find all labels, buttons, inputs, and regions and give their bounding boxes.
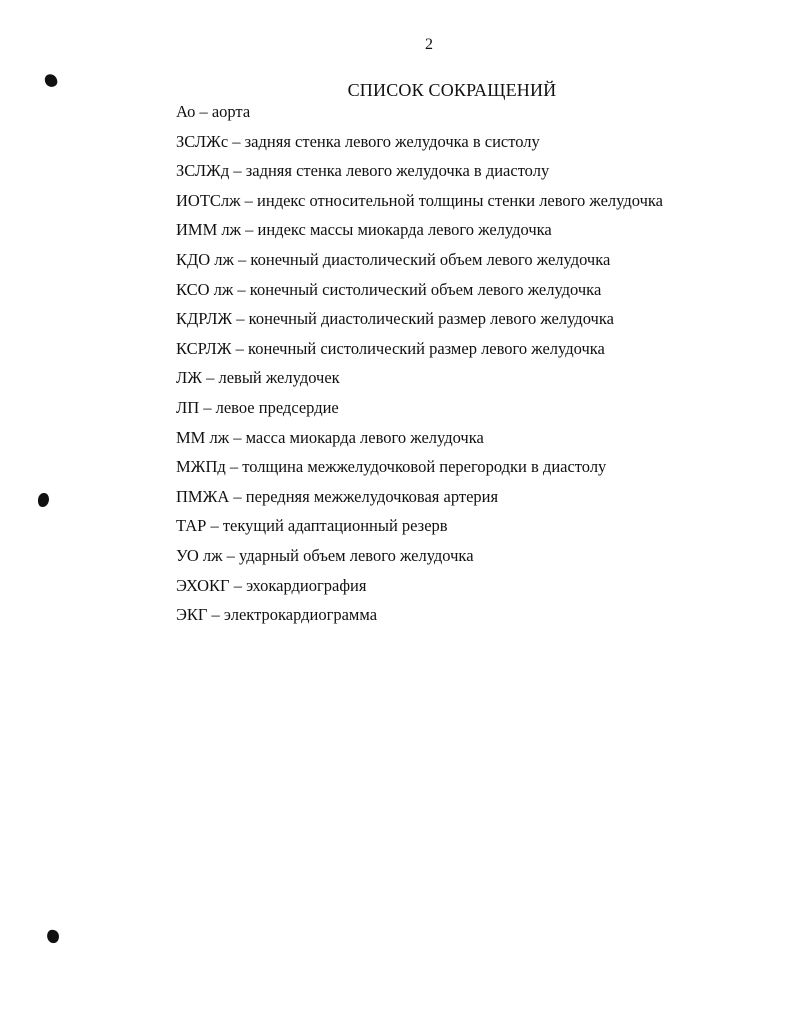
- abbreviation-item: Ао – аорта: [176, 102, 251, 121]
- binder-hole-mark: [46, 929, 60, 944]
- abbreviation-item: ЭХОКГ – эхокардиография: [176, 575, 367, 595]
- binder-hole-mark: [38, 493, 49, 507]
- abbreviation-item: ИОТСлж – индекс относительной толщины стенки левого желудочка: [176, 190, 663, 210]
- abbreviation-item: КСО лж – конечный систолический объем левого желудочка: [176, 279, 602, 299]
- abbreviation-item: ММ лж – масса миокарда левого желудочка: [176, 427, 484, 447]
- abbreviation-item: УО лж – ударный объем левого желудочка: [176, 545, 474, 565]
- abbreviation-item: ЛЖ – левый желудочек: [176, 368, 340, 388]
- abbreviation-item: ТАР – текущий адаптационный резерв: [176, 516, 448, 536]
- abbreviation-list: [176, 100, 663, 633]
- abbreviation-item: ПМЖА – передняя межжелудочковая артерия: [176, 486, 499, 506]
- page-number: 2: [425, 36, 433, 53]
- abbreviation-item: ЗСЛЖс – задняя стенка левого желудочка в систолу: [176, 131, 540, 151]
- abbreviation-item: ЭКГ – электрокардиограмма: [176, 605, 378, 625]
- abbreviation-item: ЛП – левое предсердие: [176, 397, 339, 417]
- page-title: СПИСОК СОКРАЩЕНИЙ: [347, 80, 557, 100]
- abbreviation-item: КДО лж – конечный диастолический объем левого желудочка: [176, 249, 611, 269]
- abbreviation-item: МЖПд – толщина межжелудочковой перегородки в диастолу: [176, 457, 607, 477]
- abbreviation-item: ИММ лж – индекс массы миокарда левого желудочка: [176, 220, 552, 240]
- abbreviation-item: ЗСЛЖд – задняя стенка левого желудочка в диастолу: [176, 161, 550, 181]
- abbreviation-item: КДРЛЖ – конечный диастолический размер левого желудочка: [176, 309, 614, 329]
- abbreviation-item: КСРЛЖ – конечный систолический размер левого желудочка: [176, 338, 605, 358]
